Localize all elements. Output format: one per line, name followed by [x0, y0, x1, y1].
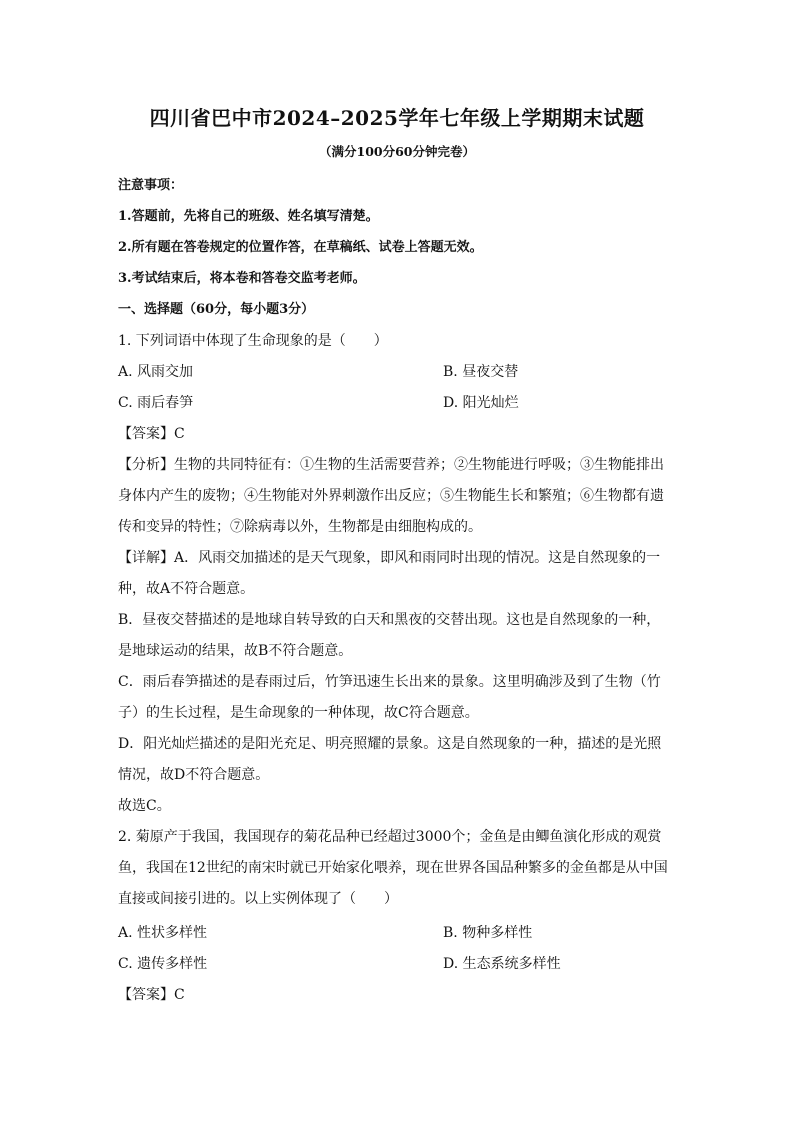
question-1-detail-line-4: 是地球运动的结果，故B不符合题意。 — [118, 643, 353, 659]
question-1-detail-line-5: C．雨后春笋描述的是春雨过后，竹笋迅速生长出来的景象。这里明确涉及到了生物（竹 — [118, 674, 661, 690]
notice-item-1: 1.答题前，先将自己的班级、姓名填写清楚。 — [118, 209, 379, 224]
question-2-option-c: C. 遗传多样性 — [118, 956, 208, 972]
question-2-option-a: A. 性状多样性 — [118, 925, 208, 941]
exam-subtitle: （满分100分60分钟完卷） — [319, 144, 475, 159]
question-2-stem-line-2: 鱼，我国在12世纪的南宋时就已开始家化喂养，现在世界各国品种繁多的金鱼都是从中国 — [118, 860, 668, 876]
notice-item-3: 3.考试结束后，将本卷和答卷交监考老师。 — [118, 271, 366, 286]
question-1-detail-line-7: D．阳光灿烂描述的是阳光充足、明亮照耀的景象。这是自然现象的一种，描述的是光照 — [118, 736, 662, 752]
question-1-analysis-line-2: 身体内产生的废物；④生物能对外界刺激作出反应；⑤生物能生长和繁殖；⑥生物都有遗 — [118, 488, 664, 504]
exam-title: 四川省巴中市2024–2025学年七年级上学期期末试题 — [149, 106, 645, 130]
question-2-stem-line-1: 2. 菊原产于我国，我国现存的菊花品种已经超过3000个；金鱼是由鲫鱼演化形成的观赏 — [118, 829, 662, 845]
question-2-option-b: B. 物种多样性 — [443, 925, 533, 941]
question-1-stem: 1. 下列词语中体现了生命现象的是（ ） — [118, 333, 388, 349]
question-2-stem-line-3: 直接或间接引进的。以上实例体现了（ ） — [118, 891, 398, 907]
question-1-detail-line-8: 情况，故D不符合题意。 — [118, 767, 270, 783]
section-heading: 一、选择题（60分，每小题3分） — [118, 302, 315, 317]
notice-item-2: 2.所有题在答卷规定的位置作答，在草稿纸、试卷上答题无效。 — [118, 240, 483, 255]
question-1-option-c: C. 雨后春笋 — [118, 395, 194, 411]
question-1-detail-line-6: 子）的生长过程，是生命现象的一种体现，故C符合题意。 — [118, 705, 479, 721]
question-1-detail-line-3: B．昼夜交替描述的是地球自转导致的白天和黑夜的交替出现。这也是自然现象的一种， — [118, 612, 661, 628]
question-1-option-b: B. 昼夜交替 — [443, 364, 519, 380]
question-1-conclusion: 故选C。 — [118, 798, 171, 814]
question-1-analysis-line-1: 【分析】生物的共同特征有：①生物的生活需要营养；②生物能进行呼吸；③生物能排出 — [118, 457, 664, 473]
question-1-option-d: D. 阳光灿烂 — [443, 395, 519, 411]
question-1-option-a: A. 风雨交加 — [118, 364, 194, 380]
question-2-option-d: D. 生态系统多样性 — [443, 956, 561, 972]
question-1-detail-line-1: 【详解】A．风雨交加描述的是天气现象，即风和雨同时出现的情况。这是自然现象的一 — [118, 550, 661, 566]
question-1-analysis-line-3: 传和变异的特性；⑦除病毒以外，生物都是由细胞构成的。 — [118, 519, 482, 535]
question-2-answer: 【答案】C — [118, 987, 185, 1003]
question-1-answer: 【答案】C — [118, 426, 185, 442]
notice-heading: 注意事项： — [118, 178, 184, 193]
question-1-detail-line-2: 种，故A不符合题意。 — [118, 581, 255, 597]
